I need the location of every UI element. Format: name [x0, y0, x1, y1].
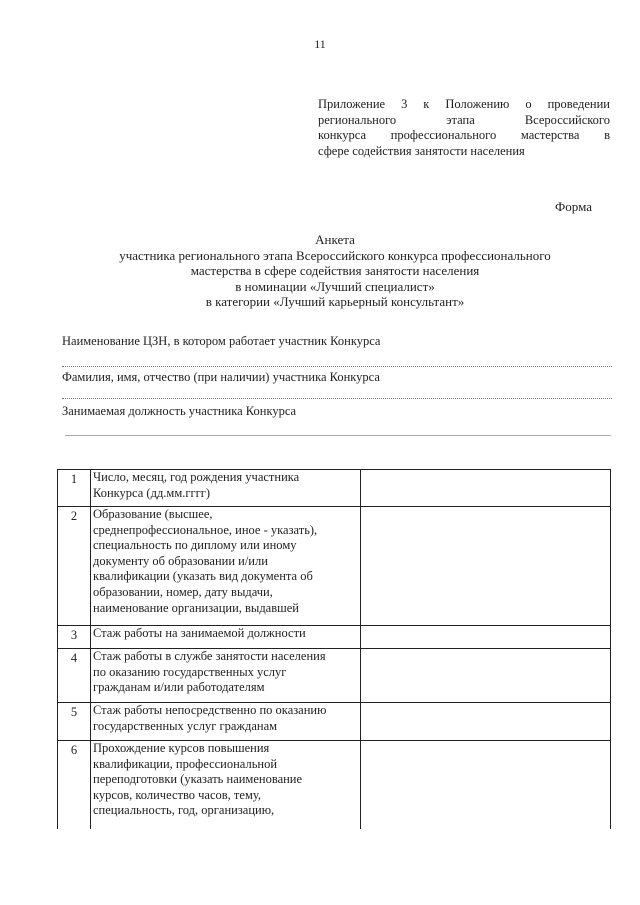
- question-line: специальность по диплому или иному: [93, 538, 297, 553]
- question-line: среднепрофессиональное, иное - указать),: [93, 522, 318, 537]
- row-answer-cell[interactable]: [361, 703, 611, 741]
- row-answer-cell[interactable]: [361, 741, 611, 829]
- table-row: [58, 741, 611, 829]
- row-answer-cell[interactable]: [361, 507, 611, 626]
- question-line: квалификации (указать вид документа об: [93, 569, 313, 584]
- heading-line: участника регионального этапа Всероссийского конкурса профессионального: [119, 247, 551, 263]
- heading-line: в номинации «Лучший специалист»: [235, 278, 435, 294]
- table-row: [58, 507, 611, 626]
- appendix-line: регионального этапа Всероссийского: [318, 112, 610, 127]
- fill-line-position[interactable]: [65, 435, 611, 436]
- row-answer-cell[interactable]: [361, 649, 611, 703]
- row-question: [91, 626, 361, 649]
- question-line: документу об образовании и/или: [93, 553, 268, 568]
- appendix-line: Приложение 3 к Положению о проведении: [318, 97, 610, 111]
- question-line: образовании, номер, дату выдачи,: [93, 584, 273, 599]
- question-line: Число, месяц, год рождения участника: [93, 470, 300, 484]
- question-line: гражданам и/или работодателям: [93, 680, 265, 695]
- row-question: [91, 470, 361, 507]
- appendix-note: [318, 97, 610, 159]
- question-line: Стаж работы в службе занятости населения: [93, 649, 326, 663]
- heading-title: Анкета: [315, 232, 355, 247]
- table-row: [58, 626, 611, 649]
- field-label-position: Занимаемая должность участника Конкурса: [62, 404, 297, 418]
- questionnaire-table: [57, 469, 611, 829]
- field-label-employment-center: Наименование ЦЗН, в котором работает участник Конкурса: [62, 334, 381, 348]
- form-label: Форма: [555, 199, 592, 214]
- row-answer-cell[interactable]: [361, 470, 611, 507]
- row-number: 6: [58, 741, 91, 829]
- appendix-line: конкурса профессионального мастерства в: [318, 128, 610, 142]
- question-line: специальность, год, организацию,: [93, 803, 275, 818]
- fill-line-employment-center[interactable]: [62, 366, 612, 367]
- row-question: [91, 649, 361, 703]
- table-row: [58, 649, 611, 703]
- form-heading: [40, 232, 630, 310]
- row-question: [91, 741, 361, 829]
- question-line: Стаж работы на занимаемой должности: [93, 626, 306, 640]
- row-number: 3: [58, 626, 91, 649]
- row-answer-cell[interactable]: [361, 626, 611, 649]
- field-label-full-name: Фамилия, имя, отчество (при наличии) участника Конкурса: [62, 370, 380, 384]
- question-line: наименование организации, выдавшей: [93, 600, 299, 615]
- question-clip: [93, 741, 358, 825]
- appendix-line: сфере содействия занятости населения: [318, 143, 525, 158]
- row-number: 5: [58, 703, 91, 741]
- question-line: переподготовки (указать наименование: [93, 772, 303, 787]
- table-row: [58, 470, 611, 507]
- page-number: 11: [314, 37, 326, 51]
- question-line: Стаж работы непосредственно по оказанию: [93, 703, 327, 717]
- heading-line: мастерства в сфере содействия занятости населения: [190, 263, 480, 279]
- heading-line: в категории «Лучший карьерный консультант»: [205, 294, 465, 310]
- row-question: [91, 703, 361, 741]
- row-number: 2: [58, 507, 91, 626]
- question-line: государственных услуг гражданам: [93, 718, 278, 733]
- question-line: курсов, количество часов, тему,: [93, 787, 261, 802]
- row-number: 1: [58, 470, 91, 507]
- table-row: [58, 703, 611, 741]
- question-line: Образование (высшее,: [93, 507, 213, 521]
- question-line: Конкурса (дд.мм.гггг): [93, 485, 211, 500]
- question-line: квалификации, профессиональной: [93, 756, 278, 771]
- row-question: [91, 507, 361, 626]
- question-line: по оказанию государственных услуг: [93, 664, 287, 679]
- row-number: 4: [58, 649, 91, 703]
- fill-line-full-name[interactable]: [62, 398, 612, 399]
- question-line: Прохождение курсов повышения: [93, 741, 270, 755]
